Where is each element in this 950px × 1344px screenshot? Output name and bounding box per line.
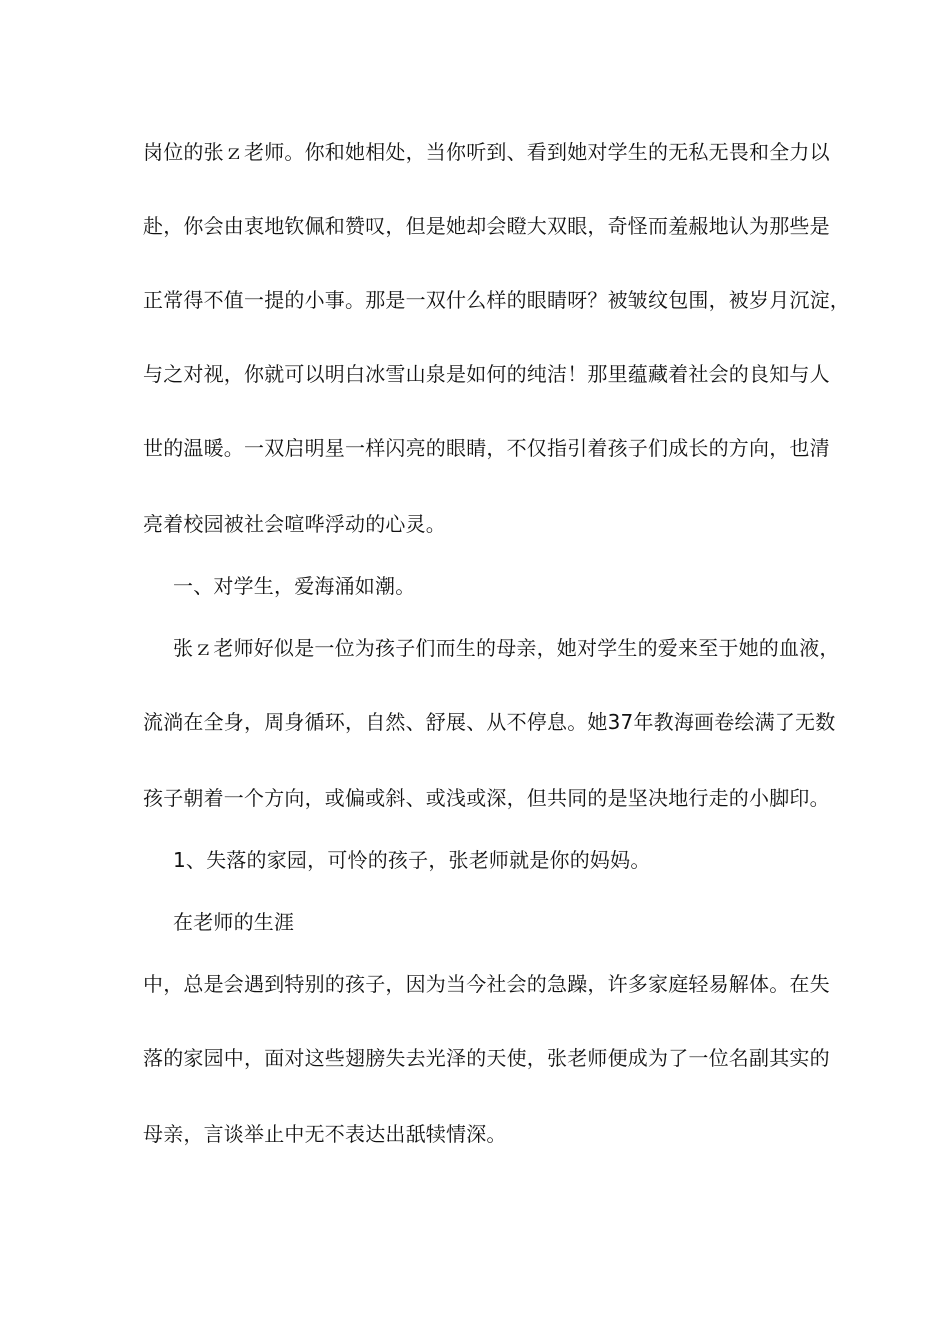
subsection-heading: 1、失落的家园，可怜的孩子，张老师就是你的妈妈。	[173, 848, 651, 872]
paragraph-3-line-3: 落的家园中，面对这些翅膀失去光泽的天使，张老师便成为了一位名副其实的	[143, 1046, 830, 1070]
paragraph-1-line-2: 赴，你会由衷地钦佩和赞叹，但是她却会瞪大双眼，奇怪而羞赧地认为那些是	[143, 214, 830, 238]
paragraph-1-line-5: 世的温暖。一双启明星一样闪亮的眼睛，不仅指引着孩子们成长的方向，也清	[143, 436, 830, 460]
paragraph-1-line-6: 亮着校园被社会喧哗浮动的心灵。	[143, 512, 446, 536]
paragraph-3-line-1: 在老师的生涯	[173, 910, 295, 934]
paragraph-3-line-4: 母亲，言谈举止中无不表达出舐犊情深。	[143, 1122, 507, 1146]
paragraph-3-line-2: 中，总是会遇到特别的孩子，因为当今社会的急躁，许多家庭轻易解体。在失	[143, 972, 830, 996]
paragraph-1-line-4: 与之对视，你就可以明白冰雪山泉是如何的纯洁！那里蕴藏着社会的良知与人	[143, 362, 830, 386]
paragraph-2-line-1: 张ｚ老师好似是一位为孩子们而生的母亲，她对学生的爱来至于她的血液，	[173, 636, 840, 660]
paragraph-2-line-2: 流淌在全身，周身循环，自然、舒展、从不停息。她37年教海画卷绘满了无数	[143, 710, 836, 734]
section-heading: 一、对学生，爱海涌如潮。	[173, 574, 416, 598]
paragraph-1-line-1: 岗位的张ｚ老师。你和她相处，当你听到、看到她对学生的无私无畏和全力以	[143, 140, 830, 164]
paragraph-2-line-3: 孩子朝着一个方向，或偏或斜、或浅或深，但共同的是坚决地行走的小脚印。	[143, 786, 830, 810]
paragraph-1-line-3: 正常得不值一提的小事。那是一双什么样的眼睛呀？被皱纹包围，被岁月沉淀，	[143, 288, 850, 312]
